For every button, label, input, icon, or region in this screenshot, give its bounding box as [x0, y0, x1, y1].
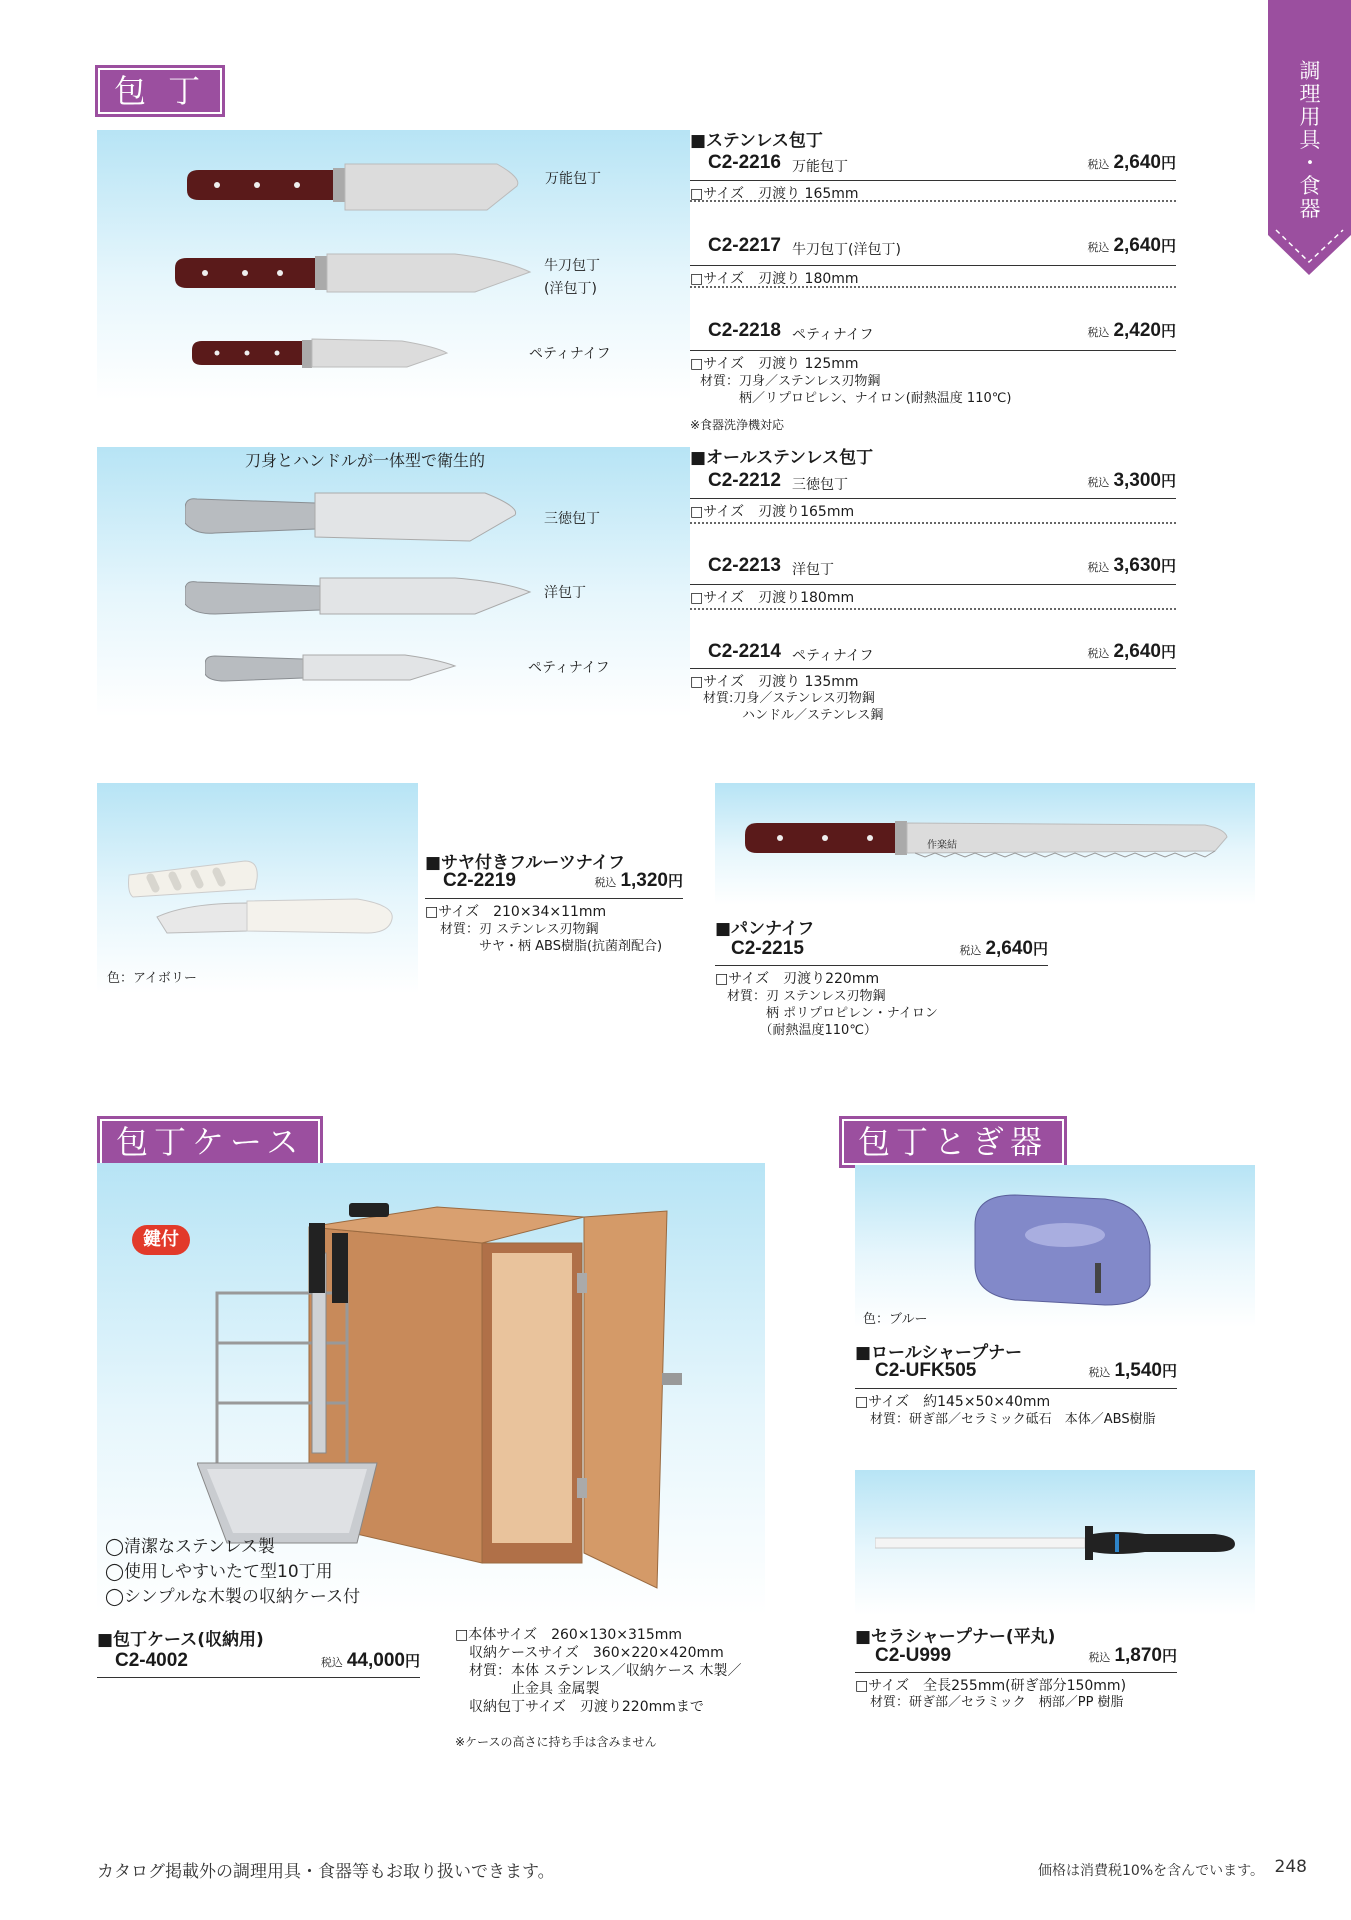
- product-code: C2-2213: [708, 555, 781, 576]
- photo-knife-case: [97, 1163, 765, 1615]
- product-size: □サイズ 約145×50×40mm: [855, 1388, 1177, 1411]
- product-name: 万能包丁: [792, 159, 848, 175]
- product-price: 税込 3,630円: [1087, 555, 1176, 576]
- photo-stainless-knives: [97, 130, 690, 400]
- product-row-c2-2216: [690, 152, 1176, 178]
- photo-label-gyuto: 牛刀包丁: [544, 258, 600, 274]
- divider: [690, 522, 1176, 524]
- product-code: C2-U999: [875, 1645, 952, 1666]
- product-size: □サイズ 刃渡り 125mm: [690, 350, 1176, 373]
- knife-image-santoku-steel: [185, 489, 525, 545]
- section-title-knife-case: 包丁ケース: [100, 1119, 320, 1165]
- product-row-c2-2212: [690, 470, 1176, 496]
- section-title-sharpener: 包丁とぎ器: [842, 1119, 1064, 1165]
- photo-fruit-knife: [97, 783, 418, 994]
- product-row-c2-2215: [715, 938, 1048, 964]
- photo-cera-sharpener: [855, 1470, 1255, 1615]
- product-size: □サイズ 刃渡り 165mm: [690, 180, 1176, 203]
- divider: [97, 1677, 420, 1678]
- product-size: □サイズ 刃渡り220mm: [715, 965, 1048, 988]
- product-size: □サイズ 刃渡り 135mm: [690, 668, 1176, 691]
- product-material: 材質：刃 ステンレス刃物鋼 柄 ポリプロピレン・ナイロン （耐熱温度110℃）: [727, 989, 938, 1038]
- product-row-c2-2219: [425, 870, 683, 896]
- product-code: C2-2212: [708, 470, 781, 491]
- product-code: C2-4002: [115, 1650, 188, 1671]
- product-row-c2-2214: [690, 641, 1176, 667]
- product-row-c2-4002: [97, 1650, 420, 1676]
- fruit-knife-heading: ■サヤ付きフルーツナイフ: [425, 853, 626, 873]
- footer-note: カタログ掲載外の調理用具・食器等もお取り扱いできます。: [97, 1862, 555, 1882]
- knife-image-petty-steel: [205, 650, 465, 690]
- roll-sharpener-heading: ■ロールシャープナー: [855, 1343, 1023, 1363]
- product-price: 税込 1,540円: [1088, 1360, 1177, 1381]
- product-price: 税込 1,320円: [594, 870, 683, 891]
- product-name: ペティナイフ: [792, 648, 874, 664]
- product-code: C2-2216: [708, 152, 781, 173]
- product-material: 材質：刀身／ステンレス刃物鋼 柄／リプロピレン、ナイロン(耐熱温度 110℃): [700, 374, 1012, 406]
- product-price: 税込 44,000円: [320, 1650, 420, 1671]
- feature-item: ◯使用しやすいたて型10丁用: [105, 1562, 333, 1582]
- photo-label-petty-steel: ペティナイフ: [528, 660, 610, 676]
- section-title-knives: 包 丁: [98, 68, 222, 114]
- product-material: 材質:刀身／ステンレス刃物鋼 ハンドル／ステンレス鋼: [703, 691, 884, 723]
- product-code: C2-2215: [731, 938, 804, 959]
- product-code: C2-2217: [708, 235, 781, 256]
- product-price: 税込 3,300円: [1087, 470, 1176, 491]
- knife-case-heading: ■包丁ケース(収納用): [97, 1630, 264, 1650]
- knife-image-santoku: [187, 158, 537, 218]
- product-price: 税込 2,640円: [959, 938, 1048, 959]
- bread-knife-brand: 作楽結: [927, 840, 957, 851]
- bread-knife-heading: ■パンナイフ: [715, 919, 815, 939]
- cera-sharpener-image: [875, 1520, 1245, 1570]
- product-code: C2-UFK505: [875, 1360, 977, 1381]
- product-name: ペティナイフ: [792, 327, 874, 343]
- knife-case-image: [197, 1193, 757, 1593]
- footer-tax-note: 価格は消費税10%を含んでいます。: [1038, 1863, 1264, 1879]
- cera-sharpener-heading: ■セラシャープナー(平丸): [855, 1627, 1056, 1647]
- knife-image-yo-steel: [185, 574, 535, 624]
- photo-label-petty: ペティナイフ: [529, 346, 611, 362]
- stainless-heading: ■ステンレス包丁: [690, 131, 823, 151]
- product-price: 税込 2,640円: [1087, 641, 1176, 662]
- page-number: 248: [1274, 1857, 1307, 1877]
- knife-case-spec: □本体サイズ 260×130×315mm 収納ケースサイズ 360×220×420mm 材質：本体 ステンレス／収納ケース 木製／ 止金具 金属製 収納包丁サイズ 刃渡り220mmまで: [455, 1627, 742, 1715]
- photo-bread-knife: [715, 783, 1255, 905]
- feature-item: ◯シンプルな木製の収納ケース付: [105, 1587, 361, 1607]
- product-size: □サイズ 刃渡り 180mm: [690, 265, 1176, 288]
- side-tab-label: 調 理 用 具 ・ 食 器: [1299, 59, 1321, 221]
- product-row-c2-2213: [690, 555, 1176, 581]
- divider: [690, 286, 1176, 288]
- product-row-c2-ufk505: [855, 1360, 1177, 1386]
- knife-case-features: [105, 1535, 360, 1610]
- product-row-c2-2217: [690, 235, 1176, 261]
- product-size: □サイズ 全長255mm(研ぎ部分150mm): [855, 1672, 1177, 1695]
- knife-image-gyuto: [175, 250, 535, 300]
- knife-case-note: ※ケースの高さに持ち手は含みません: [455, 1735, 657, 1749]
- fruit-knife-image: [127, 853, 397, 943]
- photo-label-santoku-steel: 三徳包丁: [544, 511, 600, 527]
- divider: [690, 608, 1176, 610]
- product-name: 牛刀包丁(洋包丁): [792, 242, 901, 258]
- roll-sharpener-image: [955, 1185, 1155, 1315]
- product-price: 税込 2,640円: [1087, 152, 1176, 173]
- product-row-c2-2218: [690, 320, 1176, 346]
- product-name: 三徳包丁: [792, 477, 848, 493]
- knife-image-petty: [192, 335, 452, 375]
- product-row-c2-u999: [855, 1645, 1177, 1671]
- product-price: 税込 2,420円: [1087, 320, 1176, 341]
- product-note: ※食器洗浄機対応: [690, 418, 785, 432]
- product-code: C2-2214: [708, 641, 781, 662]
- product-size: □サイズ 刃渡り165mm: [690, 498, 1176, 521]
- product-size: □サイズ 刃渡り180mm: [690, 584, 1176, 607]
- photo-headline: 刀身とハンドルが一体型で衛生的: [245, 451, 486, 470]
- photo-label-gyuto-sub: (洋包丁): [544, 281, 597, 297]
- lock-badge: 鍵付: [132, 1225, 190, 1255]
- roll-sharpener-color: 色：ブルー: [863, 1312, 928, 1327]
- photo-label-santoku: 万能包丁: [545, 171, 601, 187]
- divider: [690, 200, 1176, 202]
- product-material: 材質：研ぎ部／セラミック砥石 本体／ABS樹脂: [870, 1412, 1156, 1427]
- bread-knife-image: [745, 813, 1235, 873]
- product-code: C2-2219: [443, 870, 516, 891]
- photo-label-yo-steel: 洋包丁: [544, 585, 586, 601]
- fruit-knife-color: 色：アイボリー: [107, 971, 197, 986]
- product-size: □サイズ 210×34×11mm: [425, 898, 683, 921]
- all-stainless-heading: ■オールステンレス包丁: [690, 448, 874, 468]
- product-name: 洋包丁: [792, 562, 834, 578]
- product-price: 税込 1,870円: [1088, 1645, 1177, 1666]
- product-price: 税込 2,640円: [1087, 235, 1176, 256]
- photo-all-stainless-knives: [97, 447, 690, 717]
- photo-roll-sharpener: [855, 1165, 1255, 1327]
- product-material: 材質：研ぎ部／セラミック 柄部／PP 樹脂: [870, 1695, 1124, 1710]
- feature-item: ◯清潔なステンレス製: [105, 1537, 275, 1557]
- product-code: C2-2218: [708, 320, 781, 341]
- product-material: 材質：刃 ステンレス刃物鋼 サヤ・柄 ABS樹脂(抗菌剤配合): [440, 922, 663, 954]
